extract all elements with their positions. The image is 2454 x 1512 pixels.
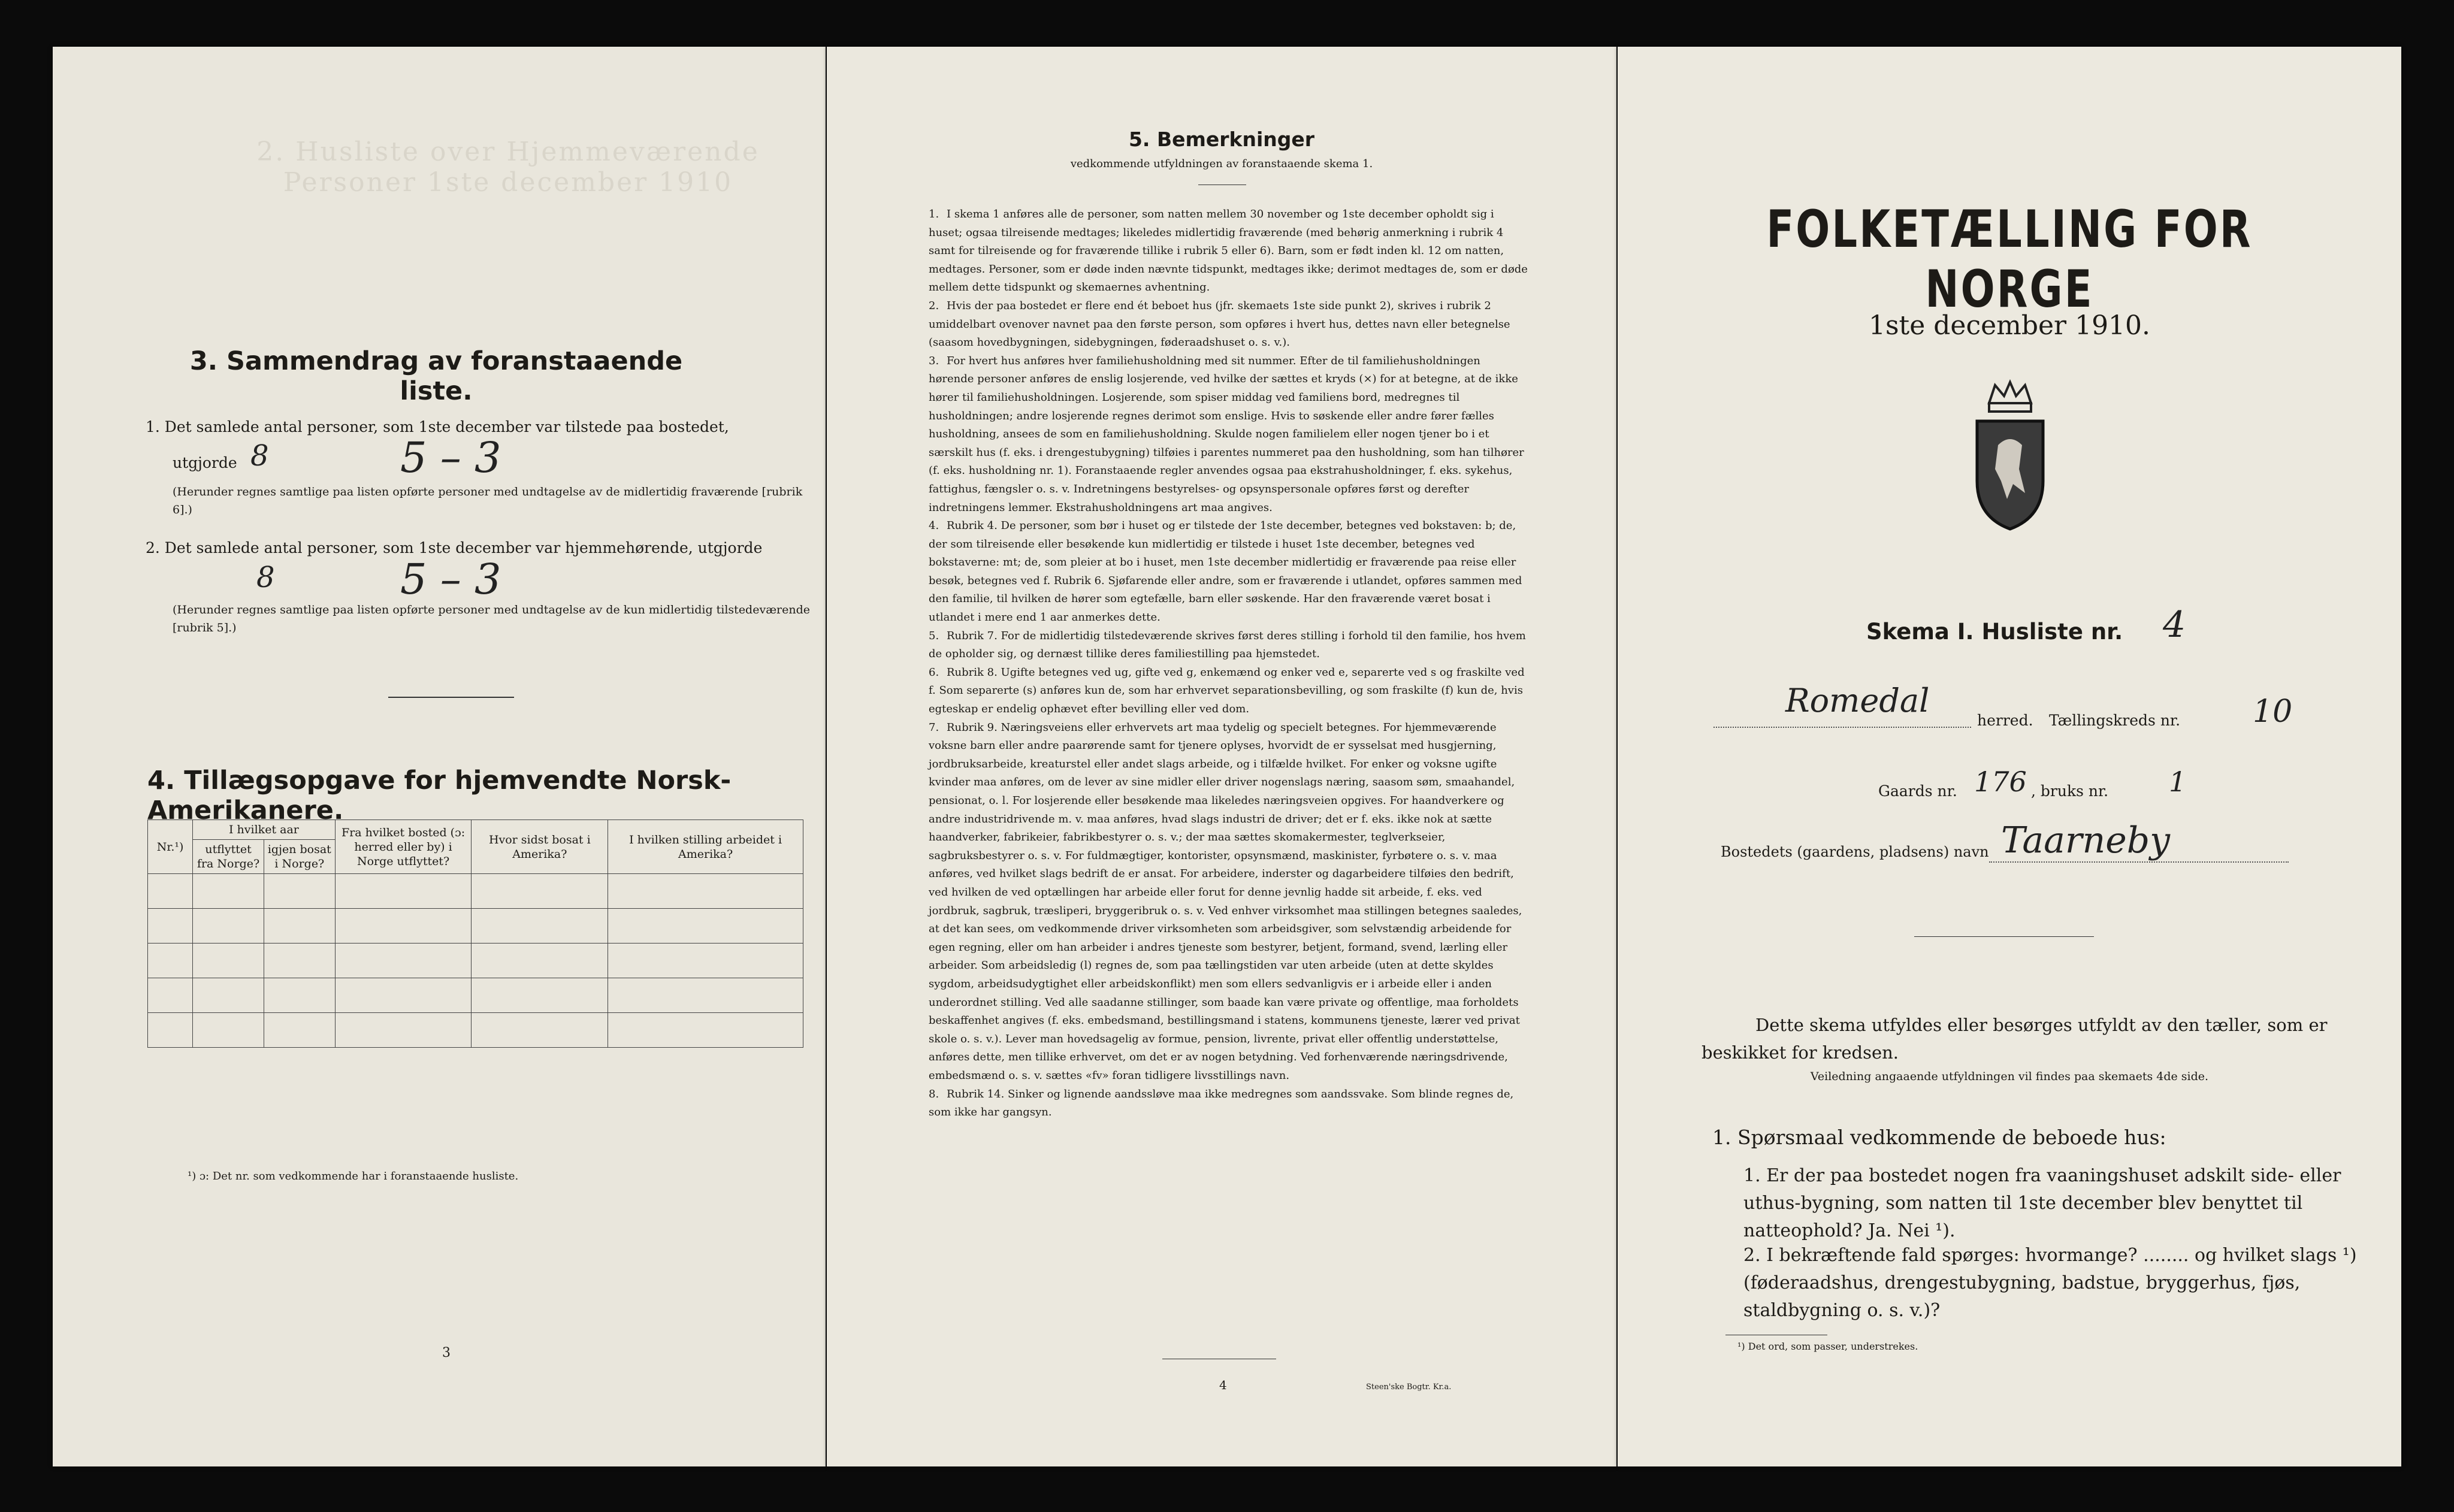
item2-note: (Herunder regnes samtlige paa listen opførte personer med undtagelse av de kun midlertidig tilstedeværende [rubrik 5].): [173, 603, 811, 634]
remark-text: Rubrik 7. For de midlertidig tilstedeværende skrives først deres stilling i forhold til den familie, hos hvem de opholder sig, og dernæst tillike deres familiestilling paa hjemstedet.: [929, 629, 1526, 661]
remark-item: [929, 352, 1528, 517]
remark-number: 7.: [929, 721, 939, 734]
herred-value: Romedal: [1785, 682, 1930, 719]
remark-number: 5.: [929, 629, 939, 642]
question-2: 2. I bekræftende fald spørges: hvormange? ........ og hvilket slags ¹) (føderaadshus, drengestubygning, badstue, bryggerhus, fjøs, staldbygning o. s. v.)?: [1743, 1245, 2357, 1321]
bosted-label: Bostedets (gaardens, pladsens) navn: [1721, 843, 1989, 860]
remark-text: Hvis der paa bostedet er flere end ét beboet hus (jfr. skemaets 1ste side punkt 2), skrives i rubrik 2 umiddelbart ovenover navnet paa den første person, som opføres i hvert hus, dettes navn eller betegnelse (saasom hovedbygningen, sidebygningen, føderaadshuset o. s. v.).: [929, 299, 1510, 349]
item2-hand: 5 – 3: [400, 555, 501, 604]
right-footnote: ¹) Det ord, som passer, understrekes.: [1737, 1341, 1918, 1352]
col-bosted: Fra hvilket bosted (ɔ: herred eller by) i Norge utflyttet?: [335, 820, 472, 874]
american-table: [147, 819, 803, 1048]
bruks-label: , bruks nr.: [2031, 782, 2109, 800]
remark-item: [929, 627, 1528, 664]
skema-label: Skema I. Husliste nr.: [1866, 619, 2123, 645]
col-sidst: Hvor sidst bosat i Amerika?: [472, 820, 608, 874]
husliste-nr: 4: [2163, 604, 2186, 646]
remark-text: Rubrik 14. Sinker og lignende aandssløve maa ikke medregnes som aandssvake. Som blinde regnes de, som ikke har gangsyn.: [929, 1087, 1514, 1119]
col-igjen: igjen bosat i Norge?: [264, 840, 335, 874]
remark-item: [929, 205, 1528, 297]
bosted-value: Taarneby: [2001, 819, 2171, 861]
col-stilling: I hvilken stilling arbeidet i Amerika?: [608, 820, 803, 874]
page-number-4: 4: [1219, 1378, 1227, 1392]
remark-number: 6.: [929, 666, 939, 679]
coat-of-arms-icon: [1953, 379, 2067, 535]
remark-number: 8.: [929, 1087, 939, 1100]
gaards-label: Gaards nr.: [1878, 782, 1957, 800]
table-row: [148, 978, 803, 1013]
col-group: I hvilket aar: [193, 820, 336, 840]
remark-text: Rubrik 8. Ugifte betegnes ved ug, gifte ved g, enkemænd og enker ved e, separerte ved s og fraskilte ved f. Som separerte (s) anføres kun de, som har erhvervet separationsbevilling, og som fraskilte (f) kun de, hvis egteskap er endelig ophævet efter bevilling eller ved dom.: [929, 666, 1525, 716]
item1-utgjorde-label: utgjorde: [173, 454, 237, 471]
left-page: [53, 47, 826, 1466]
right-page: [1618, 47, 2401, 1466]
remark-number: 3.: [929, 354, 939, 367]
gaards-value: 176: [1974, 766, 2027, 798]
remarks-subtitle: vedkommende utfyldningen av foranstaaende skema 1.: [1070, 158, 1373, 170]
question-1: 1. Er der paa bostedet nogen fra vaaningshuset adskilt side- eller uthus-bygning, som natten til 1ste december blev benyttet til natteophold? Ja. Nei ¹).: [1743, 1165, 2341, 1241]
section3-title: 3. Sammendrag av foranstaaende liste.: [189, 346, 683, 406]
item1-text: 1. Det samlede antal personer, som 1ste december var tilstede paa bostedet,: [146, 418, 729, 436]
table-footnote: ¹) ɔ: Det nr. som vedkommende har i foranstaaende husliste.: [188, 1170, 519, 1183]
remark-number: 4.: [929, 519, 939, 533]
page-number-3: 3: [442, 1345, 451, 1360]
item2-value: 8: [256, 561, 275, 594]
remark-item: [929, 664, 1528, 719]
table-row: [148, 944, 803, 978]
col-utflyttet: utflyttet fra Norge?: [193, 840, 264, 874]
bosted-line: [1989, 861, 2289, 863]
divider: [388, 697, 514, 698]
main-title: FOLKETÆLLING FOR NORGE: [1766, 199, 2253, 319]
item1-note: (Herunder regnes samtlige paa listen opførte personer med undtagelse av de midlertidig fraværende [rubrik 6].): [173, 485, 803, 516]
kreds-value: 10: [2253, 694, 2293, 730]
table-row: [148, 1013, 803, 1048]
remark-item: [929, 1085, 1528, 1122]
ghost-header: 2. Husliste over Hjemmeværende Personer 1ste december 1910: [256, 137, 760, 198]
remarks-title: 5. Bemerkninger: [1128, 128, 1315, 151]
instructions: Dette skema utfyldes eller besørges utfyldt av den tæller, som er beskikket for kredsen.: [1702, 1015, 2328, 1063]
item2-text: 2. Det samlede antal personer, som 1ste december var hjemmehørende, utgjorde: [146, 539, 763, 557]
middle-page: [827, 47, 1616, 1466]
table-row: [148, 909, 803, 944]
question-heading: 1. Spørsmaal vedkommende de beboede hus:: [1712, 1126, 2166, 1149]
remark-text: For hvert hus anføres hver familiehusholdning med sit nummer. Efter de til familiehusholdningen hørende personer anføres de enslig losjerende, ved hvilke der sættes et kryds (×) for at betegne, at de ikke hører til familiehusholdningen. Losjerende, som spiser middag ved familiens bord, medregnes til husholdningen; andre losjerende regnes derimot som enslige. Hvis to søskende eller andre fører fælles husholdning, ansees de som en familiehusholdning. Skulde nogen familielem eller nogen tjener bo i et særskilt hus (f. eks. i drengestubygning) tilføies i parentes nummeret paa den husholdning, som han tilhører (f. eks. husholdning nr. 1). Foranstaaende regler anvendes ogsaa paa ekstrahusholdninger, f. eks. sykehus, fattighus, fængsler o. s. v. Indretningens bestyrelses- og opsynspersonale opføres først og derefter indretningens lemmer. Ekstrahusholdningens art maa angives.: [929, 354, 1524, 514]
item1-value: 8: [250, 439, 269, 473]
veiledning: Veiledning angaaende utfyldningen vil findes paa skemaets 4de side.: [1810, 1070, 2209, 1083]
remark-text: Rubrik 4. De personer, som bør i huset og er tilstede der 1ste december, betegnes ved bokstaven: b; de, der som tilreisende eller besøkende kun midlertidig er tilstede i huset 1ste december, betegnes ved bokstaverne: mt; de, som pleier at bo i huset, men 1ste december midlertidig er fraværende paa reise eller besøk, betegnes ved f. Rubrik 6. Sjøfarende eller andre, som er fraværende i utlandet, opføres sammen med den familie, til hvilken de hører som egtefælle, barn eller søskende. Har den fraværende været bosat i utlandet i mere end 1 aar anmerkes dette.: [929, 519, 1522, 624]
remark-item: [929, 297, 1528, 352]
census-date: 1ste december 1910.: [1868, 310, 2151, 341]
printer-mark: Steen'ske Bogtr. Kr.a.: [1366, 1383, 1452, 1392]
remark-item: [929, 517, 1528, 627]
remark-number: 1.: [929, 208, 939, 220]
table-row: [148, 874, 803, 909]
bruks-value: 1: [2169, 766, 2187, 798]
remark-text: I skema 1 anføres alle de personer, som natten mellem 30 november og 1ste december opholdt sig i huset; ogsaa tilreisende medtages; likeledes midlertidig fraværende (med behørig anmerkning i rubrik 4 samt for tilreisende og for fraværende tillike i rubrik 5 eller 6). Barn, som er født inden kl. 12 om natten, medtages. Personer, som er døde inden nævnte tidspunkt, medtages ikke; derimot medtages de, som er døde mellem dette tidspunkt og skemaernes avhentning.: [929, 208, 1528, 294]
ornament-rule: [1914, 936, 2094, 937]
herred-label: herred.: [1977, 712, 2033, 729]
item1-hand: 5 – 3: [400, 433, 501, 482]
section4-title: 4. Tillægsopgave for hjemvendte Norsk-Amerikanere.: [147, 766, 732, 825]
remark-item: [929, 719, 1528, 1085]
col-nr: Nr.¹): [148, 820, 193, 874]
remark-number: 2.: [929, 299, 939, 312]
kreds-label: Tællingskreds nr.: [2049, 712, 2181, 729]
remarks-list: [929, 205, 1528, 1122]
remark-text: Rubrik 9. Næringsveiens eller erhvervets art maa tydelig og specielt betegnes. For hjemmeværende voksne barn eller andre paarørende samt for tjenere oplyses, hvorvidt de er sysselsat med husgjerning, jordbruksarbeide, kreaturstel eller andet slags arbeide, og i tilfælde hvilket. For enker og voksne ugifte kvinder maa anføres, om de lever av sine midler eller driver nogenslags næring, saasom søm, smaahandel, pensionat, o. l. For losjerende eller besøkende maa likeledes næringsveien opgives. For haandverkere og andre industridrivende m. v. maa anføres, hvad slags industri de driver; det er f. eks. ikke nok at sætte haandverker, fabrikeier, fabrikbestyrer o. s. v.; der maa sættes skomakermester, teglverkseier, sagbruksbestyrer o. s. v. For fuldmægtiger, kontorister, opsynsmænd, maskinister, fyrbøtere o. s. v. maa anføres, ved hvilket slags bedrift de er ansat. For arbeidere, inderster og dagarbeidere tilføies den bedrift, ved hvilken de ved optællingen har arbeide eller forut for denne jevnlig hadde sit arbeide, f. eks. ved jordbruk, sagbruk, træsliperi, bryggeribruk o. s. v. Ved enhver virksomhet maa stillingen betegnes saaledes, at det kan sees, om vedkommende driver virksomheten som arbeidsgiver, som selvstændig arbeidende for egen regning, eller om han arbeider i andres tjeneste som bestyrer, betjent, formand, svend, lærling eller arbeider. Som arbeidsledig (l) regnes de, som paa tællingstiden var uten arbeide (uten at dette skyldes sygdom, arbeidsudygtighet eller arbeidskonflikt) men som ellers sedvanligvis er i arbeide eller i anden underordnet stilling. Ved alle saadanne stillinger, som baade kan være private og offentlige, maa forholdets beskaffenhet angives (f. eks. embedsmand, bestillingsmand i statens, kommunens tjeneste, lærer ved privat skole o. s. v.). Lever man hovedsagelig av formue, pension, livrente, privat eller offentlig understøttelse, anføres dette, men tillike erhvervet, om det er av nogen betydning. Ved forhenværende næringsdrivende, embedsmænd o. s. v. sættes «fv» foran tidligere livsstillings navn.: [929, 721, 1522, 1082]
